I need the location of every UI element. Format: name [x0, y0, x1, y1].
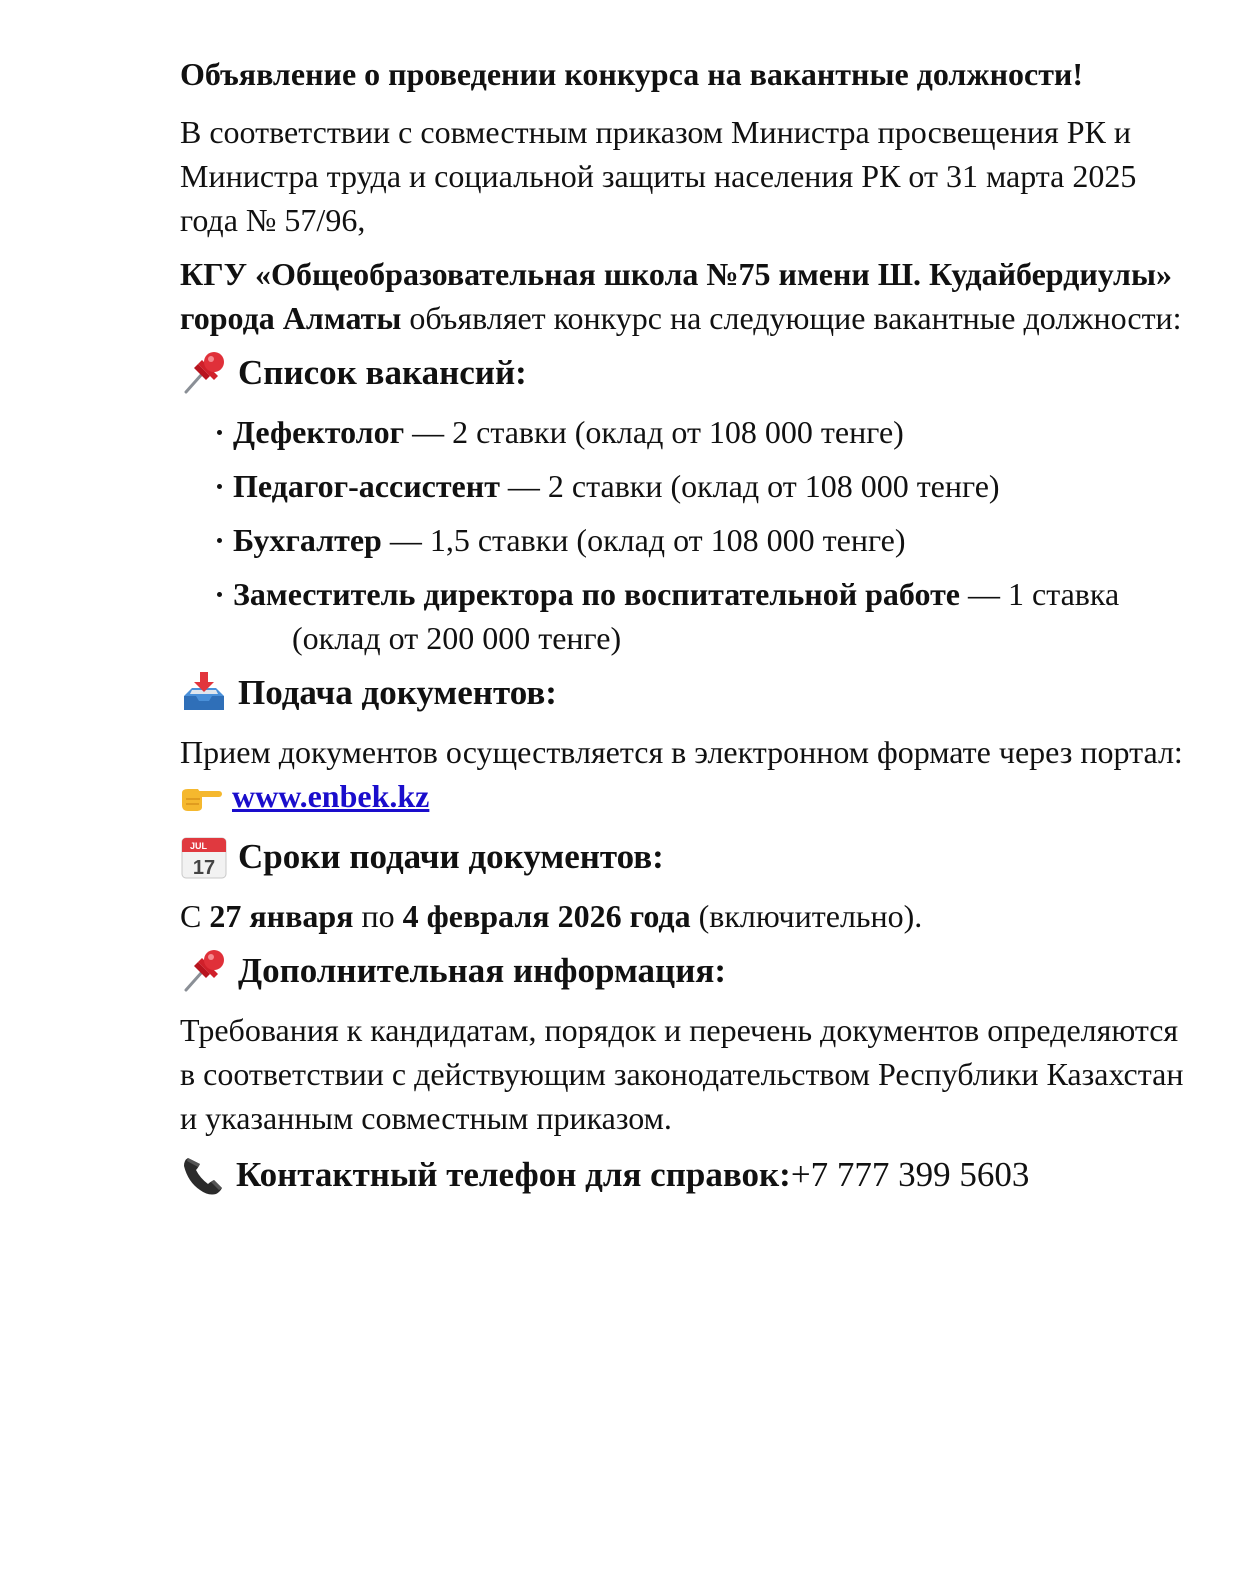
- deadline-paragraph: [180, 894, 1190, 938]
- inbox-tray-icon: [180, 670, 228, 716]
- vacancies-heading: [180, 350, 1190, 396]
- vacancy-detail: — 2 ставки (оклад от 108 000 тенге): [499, 468, 1000, 504]
- vacancies-heading-text: Список вакансий:: [238, 353, 527, 392]
- vacancy-detail: — 2 ставки (оклад от 108 000 тенге): [404, 414, 904, 450]
- pointing-hand-icon: [180, 780, 224, 824]
- intro-paragraph: В соответствии с совместным приказом Министра просвещения РК и Министра труда и социальной защиты населения РК от 31 марта 2025 года № 57/96,: [180, 114, 1137, 238]
- deadline-suffix: (включительно).: [690, 898, 923, 934]
- calendar-month: JUL: [190, 841, 208, 851]
- telephone-icon: [180, 1152, 228, 1198]
- list-item: [217, 464, 1190, 508]
- vacancy-title: Бухгалтер: [233, 522, 382, 558]
- vacancies-list: [180, 410, 1190, 660]
- contact-label: Контактный телефон для справок:: [236, 1155, 791, 1194]
- enbek-portal-link[interactable]: www.enbek.kz: [232, 778, 430, 814]
- vacancy-title: Педагог-ассистент: [233, 468, 500, 504]
- deadline-heading: [180, 834, 1190, 880]
- vacancy-detail: — 1,5 ставки (оклад от 108 000 тенге): [381, 522, 906, 558]
- vacancy-title: Заместитель директора по воспитательной работе: [233, 576, 960, 612]
- announcement-document: [180, 52, 1190, 1198]
- school-name: КГУ «Общеобразовательная школа №75 имени Ш. Кудайбердиулы» города Алматы: [180, 256, 1172, 336]
- pushpin-icon: [180, 948, 228, 994]
- deadline-end: 4 февраля 2026 года: [402, 898, 691, 934]
- school-paragraph: [180, 252, 1190, 340]
- deadline-prefix: С: [180, 898, 210, 934]
- deadline-heading-text: Сроки подачи документов:: [238, 837, 664, 876]
- additional-heading: [180, 948, 1190, 994]
- submission-text: Прием документов осуществляется в электронном формате через портал:: [180, 734, 1183, 770]
- vacancy-title: Дефектолог: [233, 414, 405, 450]
- contact-line: [180, 1152, 1190, 1198]
- list-item: [217, 410, 1190, 454]
- submission-paragraph: [180, 730, 1190, 824]
- vacancy-detail: — 1 ставка (оклад от 200 000 тенге): [292, 576, 1120, 656]
- pushpin-icon: [180, 350, 228, 396]
- additional-paragraph: Требования к кандидатам, порядок и перечень документов определяются в соответствии с действующим законодательством Республики Казахстан и указанным совместным приказом.: [180, 1012, 1184, 1136]
- additional-heading-text: Дополнительная информация:: [238, 951, 726, 990]
- submission-heading: [180, 670, 1190, 716]
- calendar-icon: [180, 834, 228, 880]
- announcement-title: Объявление о проведении конкурса на вакантные должности!: [180, 56, 1084, 92]
- school-announcement-text: объявляет конкурс на следующие вакантные должности:: [401, 300, 1182, 336]
- list-item: [217, 518, 1190, 562]
- deadline-start: 27 января: [209, 898, 354, 934]
- deadline-middle: по: [353, 898, 403, 934]
- submission-heading-text: Подача документов:: [238, 673, 557, 712]
- list-item: [217, 572, 1190, 660]
- calendar-day: 17: [192, 857, 216, 879]
- contact-phone: +7 777 399 5603: [790, 1155, 1030, 1194]
